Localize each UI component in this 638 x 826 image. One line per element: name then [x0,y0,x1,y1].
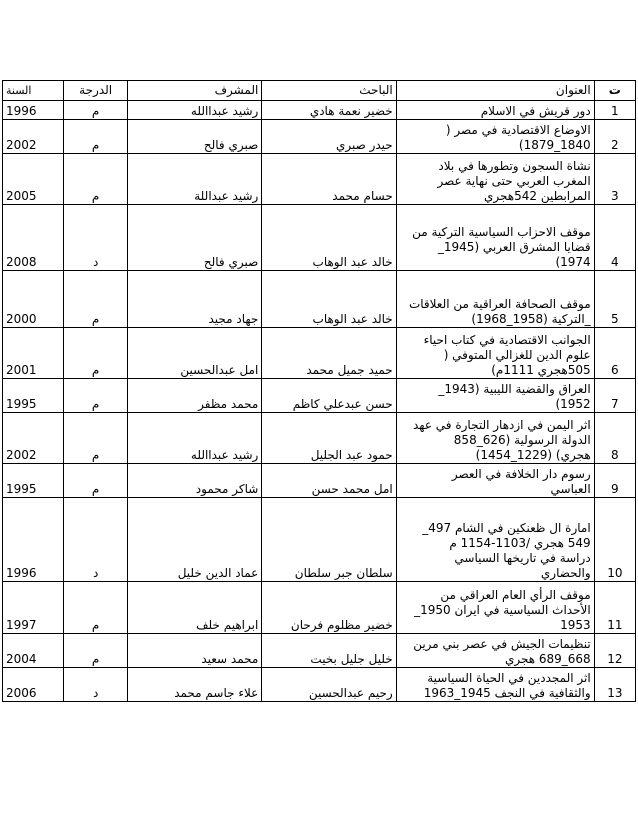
cell-year: 2002 [3,120,64,154]
cell-title [396,464,594,498]
header-degree: الدرجة [64,81,128,101]
cell-title [396,120,594,154]
title-line: اثر المجددين في الحياة السياسية [427,671,591,685]
cell-supervisor: رشيد عبداالله [127,101,261,120]
cell-number: 6 [594,328,635,379]
title-line: _التركية (1958_1968) [471,312,591,326]
cell-researcher: خضير مظلوم فرحان [262,582,396,634]
title-line: 505هجري 1111م) [491,363,591,377]
title-line: 1952) [555,397,591,411]
table-row [3,413,636,464]
table-row [3,271,636,328]
cell-degree: د [64,205,128,271]
cell-supervisor: ابراهيم خلف [127,582,261,634]
title-line: موقف الرأي العام العراقي من [440,588,591,602]
title-line: علوم الدين للغزالي المتوفي ( [443,348,591,362]
cell-title [396,413,594,464]
table-row [3,464,636,498]
title-line: الجوانب الاقتصادية في كتاب احياء [423,333,591,347]
cell-number: 4 [594,205,635,271]
cell-supervisor: رشيد عبداللة [127,154,261,205]
cell-supervisor: صبري فالح [127,205,261,271]
cell-year: 1995 [3,464,64,498]
cell-supervisor: رشيد عبداالله [127,413,261,464]
cell-supervisor: جهاد مجيد [127,271,261,328]
cell-year: 2002 [3,413,64,464]
table-row [3,634,636,668]
header-supervisor: المشرف [127,81,261,101]
cell-researcher: رحيم عبدالحسين [262,668,396,702]
thesis-table [2,80,636,702]
cell-researcher: حميد جميل محمد [262,328,396,379]
table-row [3,154,636,205]
cell-researcher: حمود عبد الجليل [262,413,396,464]
title-line: 1953 [560,618,591,632]
cell-title [396,582,594,634]
cell-degree: م [64,271,128,328]
table-row [3,328,636,379]
cell-year: 2006 [3,668,64,702]
cell-degree: د [64,498,128,582]
cell-supervisor: محمد سعيد [127,634,261,668]
header-researcher: الباحث [262,81,396,101]
title-line: دور قريش في الاسلام [480,104,591,118]
title-line: والثقافية في النجف 1945_1963 [423,686,591,700]
title-line: اثر اليمن في ازدهار التجارة في عهد [412,418,591,432]
cell-researcher: خالد عبد الوهاب [262,205,396,271]
table-body [3,101,636,702]
cell-year: 2005 [3,154,64,205]
cell-researcher: حسام محمد [262,154,396,205]
cell-title [396,379,594,413]
title-line: 1974) [555,255,591,269]
cell-degree: د [64,668,128,702]
title-line: 668_689 هجري [504,652,591,666]
cell-number: 7 [594,379,635,413]
cell-title [396,668,594,702]
title-line: الأحداث السياسية في ايران 1950_ [414,603,591,617]
cell-number: 5 [594,271,635,328]
cell-title [396,498,594,582]
header-row [3,81,636,101]
title-line: موقف الاحزاب السياسية التركية من [412,225,591,239]
cell-supervisor: شاكر محمود [127,464,261,498]
header-title: العنوان [396,81,594,101]
table-row [3,498,636,582]
cell-supervisor: عماد الدين خليل [127,498,261,582]
cell-title [396,101,594,120]
cell-number: 3 [594,154,635,205]
cell-researcher: خليل جليل بخيت [262,634,396,668]
cell-researcher: سلطان جبر سلطان [262,498,396,582]
cell-degree: م [64,582,128,634]
header-number: ت [594,81,635,101]
cell-year: 1996 [3,101,64,120]
cell-degree: م [64,154,128,205]
title-line: الدولة الرسولية (626_858 [453,433,591,447]
title-line: نشاة السجون وتطورها في بلاد [438,159,591,173]
cell-year: 1997 [3,582,64,634]
table-row [3,205,636,271]
cell-degree: م [64,413,128,464]
title-line: هجري) (1229_1454) [475,448,591,462]
cell-number: 11 [594,582,635,634]
cell-year: 1995 [3,379,64,413]
cell-researcher: خالد عبد الوهاب [262,271,396,328]
cell-supervisor: امل عبدالحسين [127,328,261,379]
table-row [3,101,636,120]
cell-degree: م [64,328,128,379]
table-row [3,379,636,413]
title-line: رسوم دار الخلافة في العصر [451,467,591,481]
cell-degree: م [64,634,128,668]
table-row [3,668,636,702]
cell-degree: م [64,120,128,154]
cell-number: 1 [594,101,635,120]
cell-title [396,205,594,271]
title-line: المرابطين 542هجري [484,189,591,203]
title-line: امارة ال ظعنكين في الشام 497_ [422,521,591,535]
title-line: 549 هجري /1103-1154 م [449,536,591,550]
cell-degree: م [64,464,128,498]
cell-number: 8 [594,413,635,464]
cell-number: 9 [594,464,635,498]
title-line: المغرب العربي حتى نهاية عصر [437,174,591,188]
cell-title [396,154,594,205]
table-row [3,582,636,634]
cell-year: 2001 [3,328,64,379]
cell-year: 1996 [3,498,64,582]
cell-degree: م [64,379,128,413]
title-line: دراسة في تاريخها السياسي [454,551,591,565]
cell-title [396,328,594,379]
cell-number: 12 [594,634,635,668]
title-line: العباسي [550,482,591,496]
title-line: موقف الصحافة العراقية من العلاقات [408,297,591,311]
title-line: قضايا المشرق العربي (1945_ [437,240,591,254]
title-line: 1840_1879) [518,138,591,152]
title-line: الاوضاع الاقتصادية في مصر ( [445,123,591,137]
cell-supervisor: محمد مظفر [127,379,261,413]
title-line: تنظيمات الجيش في عصر بني مرين [413,637,591,651]
cell-degree: م [64,101,128,120]
cell-year: 2000 [3,271,64,328]
cell-title [396,634,594,668]
cell-researcher: حسن عبدعلي كاظم [262,379,396,413]
cell-title [396,271,594,328]
cell-researcher: حيدر صبري [262,120,396,154]
cell-number: 2 [594,120,635,154]
cell-number: 10 [594,498,635,582]
cell-year: 2004 [3,634,64,668]
table-row [3,120,636,154]
cell-supervisor: علاء جاسم محمد [127,668,261,702]
cell-number: 13 [594,668,635,702]
header-year: السنة [3,81,64,101]
cell-researcher: امل محمد حسن [262,464,396,498]
title-line: العراق والقضية الليبية (1943_ [438,382,591,396]
cell-supervisor: صبري فالح [127,120,261,154]
title-line: والحضاري [540,566,591,580]
cell-year: 2008 [3,205,64,271]
cell-researcher: خضير نعمة هادي [262,101,396,120]
